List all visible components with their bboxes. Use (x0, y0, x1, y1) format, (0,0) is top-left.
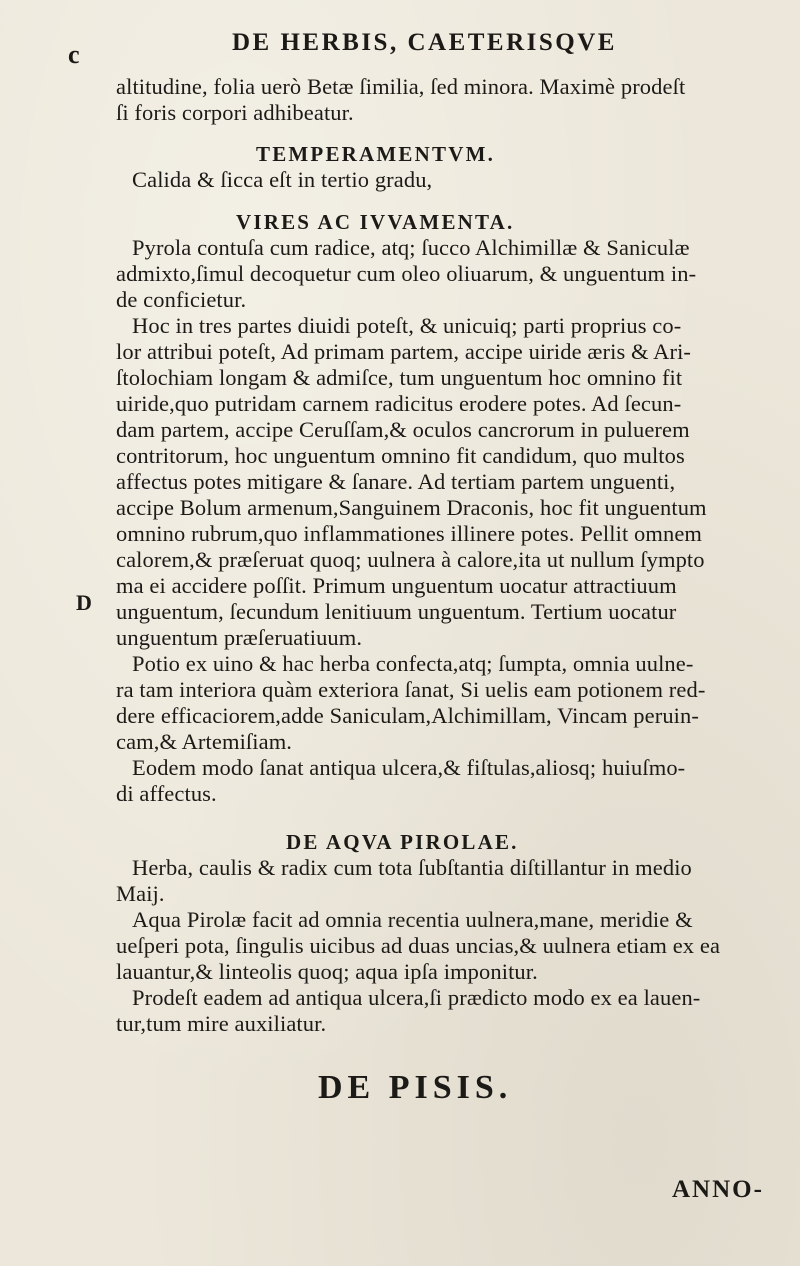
text-line-25: cam,& Artemiſiam. (116, 729, 293, 754)
text-line-32: ueſperi pota, ſingulis uicibus ad duas uncias,& uulnera etiam ex ea (116, 933, 721, 958)
text-line-22: Potio ex uino & hac herba confecta,atq; ſumpta, omnia uulne- (132, 651, 694, 676)
text-line-34: Prodeſt eadem ad antiqua ulcera,ſi prædicto modo ex ea lauen- (132, 985, 701, 1010)
text-line-27: di affectus. (116, 781, 217, 806)
text-line-20: unguentum, ſecundum lenitiuum unguentum. Tertium uocatur (116, 599, 677, 624)
text-line-9: Hoc in tres partes diuidi poteſt, & unicuiq; parti proprius co- (132, 313, 682, 338)
text-line-6: Pyrola contuſa cum radice, atq; ſucco Alchimillæ & Saniculæ (132, 235, 690, 260)
text-line-2: ſi foris corpori adhibeatur. (116, 100, 354, 125)
text-line-10: lor attribui poteſt, Ad primam partem, accipe uiride æris & Ari- (116, 339, 692, 364)
section-heading-aqua-pirolae: DE AQVA PIROLAE. (286, 830, 519, 854)
text-line-4: Calida & ſicca eſt in tertio gradu, (132, 167, 433, 192)
section-heading-vires: VIRES AC IVVAMENTA. (236, 210, 515, 234)
text-line-1: altitudine, folia uerò Betæ ſimilia, ſed minora. Maximè prodeſt (116, 74, 686, 99)
text-line-33: lauantur,& linteolis quoq; aqua ipſa imponitur. (116, 959, 538, 984)
running-title: DE HERBIS, CAETERISQVE (232, 29, 617, 56)
text-line-29: Herba, caulis & radix cum tota ſubſtantia diſtillantur in medio (132, 855, 692, 880)
text-line-16: accipe Bolum armenum,Sanguinem Draconis, hoc fit unguentum (116, 495, 707, 520)
text-line-13: dam partem, accipe Ceruſſam,& oculos cancrorum in puluerem (116, 417, 690, 442)
text-line-8: de conficietur. (116, 287, 247, 312)
catchword: ANNO- (672, 1176, 764, 1203)
text-line-35: tur,tum mire auxiliatur. (116, 1011, 327, 1036)
text-line-24: dere efficaciorem,adde Saniculam,Alchimillam, Vincam peruin- (116, 703, 699, 728)
text-line-26: Eodem modo ſanat antiqua ulcera,& fiſtulas,aliosq; huiuſmo- (132, 755, 686, 780)
text-line-15: affectus potes mitigare & ſanare. Ad tertiam partem unguenti, (116, 469, 676, 494)
text-line-30: Maij. (116, 881, 165, 906)
section-heading-temperamentum: TEMPERAMENTVM. (256, 142, 496, 166)
text-line-12: uiride,quo putridam carnem radicitus erodere potes. Ad ſecun- (116, 391, 682, 416)
text-line-21: unguentum præſeruatiuum. (116, 625, 363, 650)
text-line-14: contritorum, hoc unguentum omnino fit candidum, quo multos (116, 443, 685, 468)
section-heading-de-pisis: DE PISIS. (318, 1069, 513, 1106)
text-line-31: Aqua Pirolæ facit ad omnia recentia uulnera,mane, meridie & (132, 907, 693, 932)
text-line-23: ra tam interiora quàm exteriora ſanat, Si uelis eam potionem red- (116, 677, 706, 702)
text-line-19: ma ei accidere poſſit. Primum unguentum uocatur attractiuum (116, 573, 677, 598)
margin-letter-top: c (68, 40, 80, 69)
text-line-17: omnino rubrum,quo inflammationes illinere potes. Pellit omnem (116, 521, 703, 546)
text-line-11: ſtolochiam longam & admiſce, tum unguentum hoc omnino fit (116, 365, 683, 390)
margin-letter-middle: D (76, 590, 92, 615)
text-line-18: calorem,& præſeruat quoq; uulnera à calore,ita ut nullum ſympto (116, 547, 705, 572)
text-line-7: admixto,ſimul decoquetur cum oleo oliuarum, & unguentum in- (116, 261, 697, 286)
